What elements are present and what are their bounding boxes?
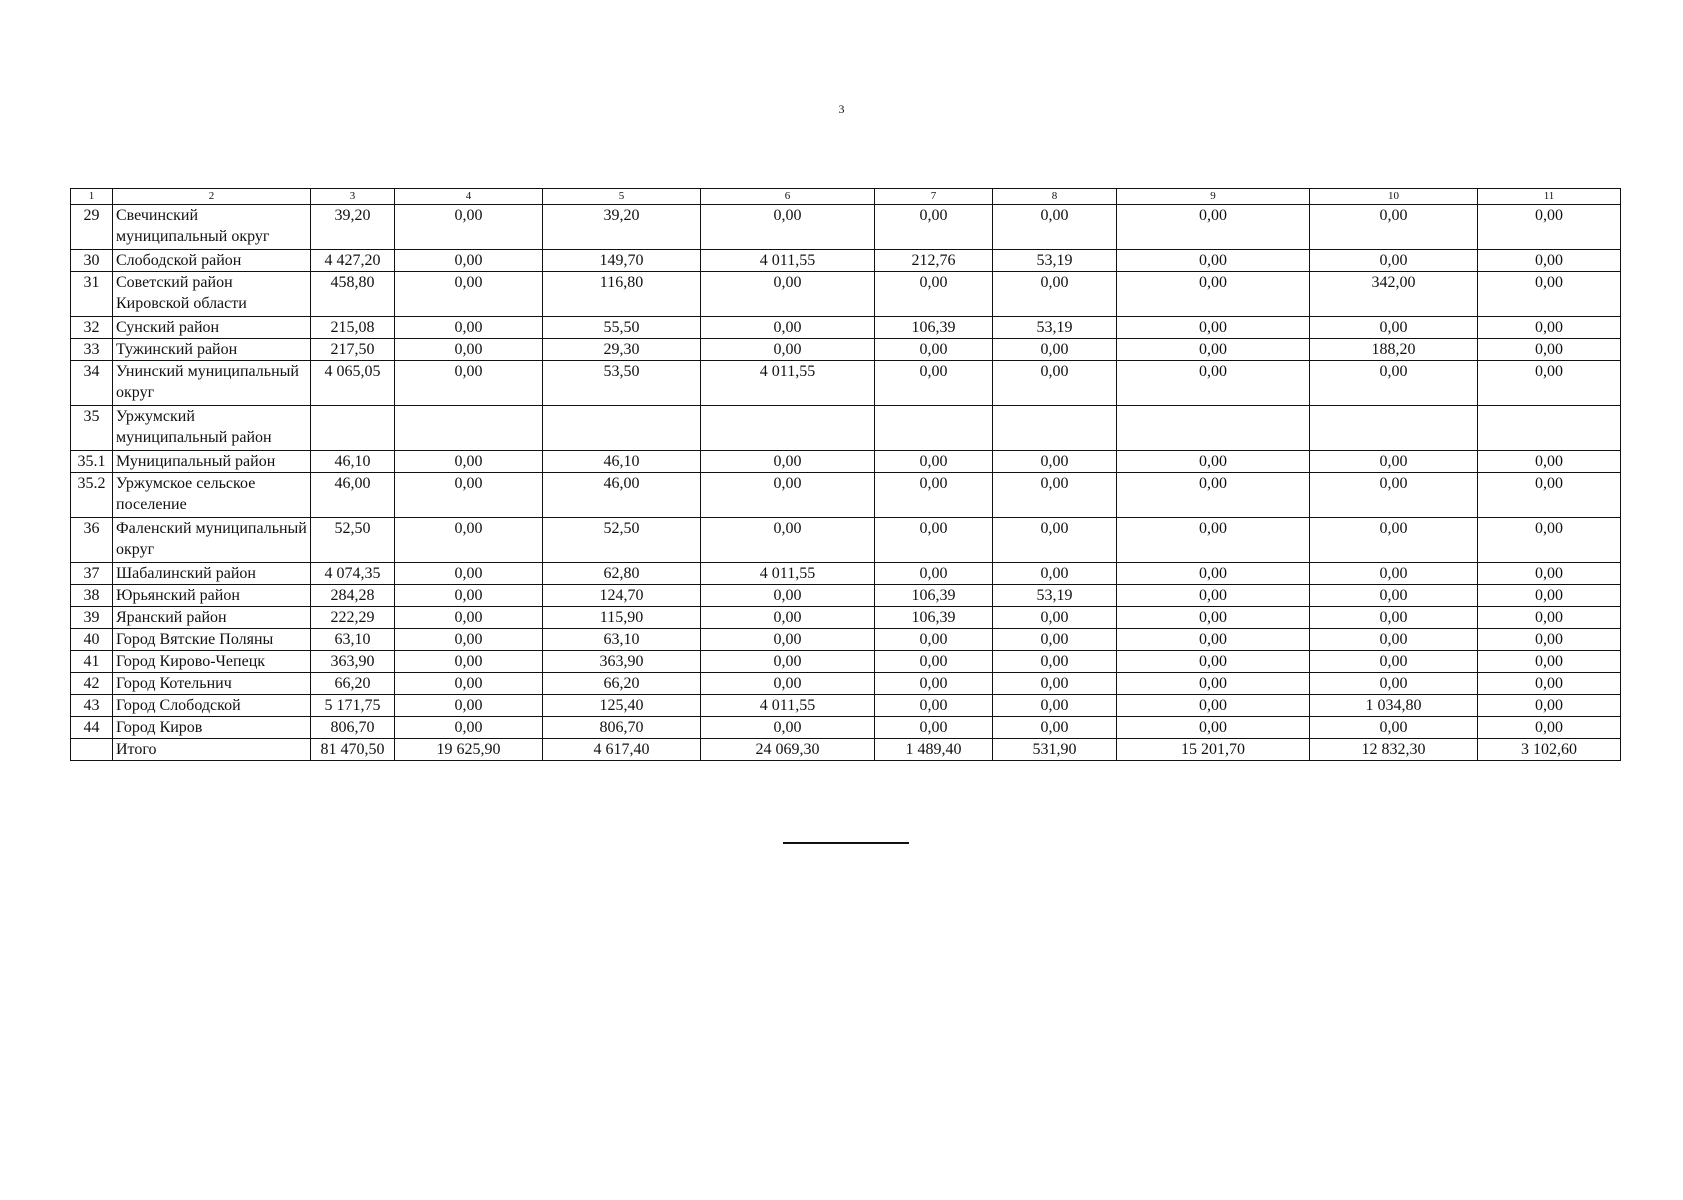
col-4-value: 0,00 <box>395 205 543 250</box>
col-3-value: 46,00 <box>311 473 395 518</box>
col-11-value: 0,00 <box>1478 585 1621 607</box>
table-row <box>71 250 1621 272</box>
col-7-value: 0,00 <box>875 563 993 585</box>
column-number-4: 4 <box>395 189 543 205</box>
col-9-value: 15 201,70 <box>1117 739 1310 761</box>
col-9-value <box>1117 406 1310 451</box>
row-number: 43 <box>71 695 113 717</box>
col-8-value: 0,00 <box>993 673 1117 695</box>
col-11-value <box>1478 406 1621 451</box>
col-5-value: 63,10 <box>543 629 701 651</box>
municipality-name: Фаленский муниципальный округ <box>113 518 311 563</box>
col-11-value: 0,00 <box>1478 695 1621 717</box>
col-9-value: 0,00 <box>1117 629 1310 651</box>
table-row <box>71 739 1621 761</box>
col-4-value: 0,00 <box>395 673 543 695</box>
col-9-value: 0,00 <box>1117 272 1310 317</box>
col-6-value: 0,00 <box>701 585 875 607</box>
col-8-value: 0,00 <box>993 518 1117 563</box>
col-6-value: 0,00 <box>701 473 875 518</box>
col-3-value: 63,10 <box>311 629 395 651</box>
row-number: 29 <box>71 205 113 250</box>
col-11-value: 0,00 <box>1478 518 1621 563</box>
col-5-value: 125,40 <box>543 695 701 717</box>
row-number: 31 <box>71 272 113 317</box>
col-3-value: 4 427,20 <box>311 250 395 272</box>
col-4-value: 0,00 <box>395 339 543 361</box>
col-5-value: 53,50 <box>543 361 701 406</box>
col-7-value: 0,00 <box>875 717 993 739</box>
col-7-value: 0,00 <box>875 339 993 361</box>
col-8-value: 53,19 <box>993 585 1117 607</box>
col-5-value: 62,80 <box>543 563 701 585</box>
col-6-value <box>701 406 875 451</box>
column-number-3: 3 <box>311 189 395 205</box>
municipality-name: Свечинский муниципальный округ <box>113 205 311 250</box>
col-3-value: 52,50 <box>311 518 395 563</box>
col-3-value: 4 065,05 <box>311 361 395 406</box>
col-5-value: 363,90 <box>543 651 701 673</box>
col-7-value: 0,00 <box>875 361 993 406</box>
table-row <box>71 205 1621 250</box>
col-5-value: 52,50 <box>543 518 701 563</box>
row-number <box>71 739 113 761</box>
col-3-value: 81 470,50 <box>311 739 395 761</box>
column-number-7: 7 <box>875 189 993 205</box>
column-number-5: 5 <box>543 189 701 205</box>
col-5-value: 39,20 <box>543 205 701 250</box>
col-11-value: 3 102,60 <box>1478 739 1621 761</box>
col-10-value: 0,00 <box>1310 518 1478 563</box>
municipality-name: Муниципальный район <box>113 451 311 473</box>
col-4-value: 0,00 <box>395 473 543 518</box>
col-10-value: 0,00 <box>1310 317 1478 339</box>
row-number: 30 <box>71 250 113 272</box>
col-10-value: 0,00 <box>1310 451 1478 473</box>
row-number: 40 <box>71 629 113 651</box>
municipality-name: Уржумское сельское поселение <box>113 473 311 518</box>
municipality-name: Город Котельнич <box>113 673 311 695</box>
col-8-value: 0,00 <box>993 717 1117 739</box>
col-6-value: 0,00 <box>701 451 875 473</box>
col-9-value: 0,00 <box>1117 361 1310 406</box>
col-6-value: 0,00 <box>701 272 875 317</box>
row-number: 39 <box>71 607 113 629</box>
col-6-value: 0,00 <box>701 317 875 339</box>
column-number-8: 8 <box>993 189 1117 205</box>
col-7-value: 0,00 <box>875 673 993 695</box>
col-11-value: 0,00 <box>1478 717 1621 739</box>
table-row <box>71 451 1621 473</box>
municipality-name: Тужинский район <box>113 339 311 361</box>
col-10-value: 0,00 <box>1310 651 1478 673</box>
col-7-value: 106,39 <box>875 607 993 629</box>
col-8-value: 0,00 <box>993 695 1117 717</box>
col-9-value: 0,00 <box>1117 563 1310 585</box>
col-4-value <box>395 406 543 451</box>
col-5-value <box>543 406 701 451</box>
col-7-value <box>875 406 993 451</box>
page-number: 3 <box>838 102 845 116</box>
municipality-name: Город Кирово-Чепецк <box>113 651 311 673</box>
col-7-value: 106,39 <box>875 585 993 607</box>
column-number-10: 10 <box>1310 189 1478 205</box>
col-6-value: 0,00 <box>701 518 875 563</box>
col-4-value: 19 625,90 <box>395 739 543 761</box>
col-10-value: 0,00 <box>1310 673 1478 695</box>
col-11-value: 0,00 <box>1478 473 1621 518</box>
col-8-value: 0,00 <box>993 563 1117 585</box>
col-11-value: 0,00 <box>1478 629 1621 651</box>
col-8-value: 0,00 <box>993 607 1117 629</box>
table-row <box>71 717 1621 739</box>
col-3-value: 5 171,75 <box>311 695 395 717</box>
col-10-value: 0,00 <box>1310 250 1478 272</box>
table-row <box>71 695 1621 717</box>
col-11-value: 0,00 <box>1478 651 1621 673</box>
col-5-value: 149,70 <box>543 250 701 272</box>
table-row <box>71 607 1621 629</box>
col-5-value: 116,80 <box>543 272 701 317</box>
col-9-value: 0,00 <box>1117 585 1310 607</box>
column-number-row <box>71 189 1621 205</box>
column-number-9: 9 <box>1117 189 1310 205</box>
col-8-value: 0,00 <box>993 451 1117 473</box>
col-7-value: 0,00 <box>875 473 993 518</box>
col-10-value: 0,00 <box>1310 361 1478 406</box>
col-4-value: 0,00 <box>395 317 543 339</box>
municipality-name: Город Вятские Поляны <box>113 629 311 651</box>
col-5-value: 46,00 <box>543 473 701 518</box>
col-8-value <box>993 406 1117 451</box>
table-row <box>71 317 1621 339</box>
table-row <box>71 406 1621 451</box>
col-7-value: 0,00 <box>875 629 993 651</box>
col-4-value: 0,00 <box>395 272 543 317</box>
municipality-name: Шабалинский район <box>113 563 311 585</box>
col-5-value: 806,70 <box>543 717 701 739</box>
row-number: 35.2 <box>71 473 113 518</box>
col-9-value: 0,00 <box>1117 651 1310 673</box>
col-6-value: 24 069,30 <box>701 739 875 761</box>
col-10-value: 0,00 <box>1310 473 1478 518</box>
col-10-value: 342,00 <box>1310 272 1478 317</box>
table-row <box>71 585 1621 607</box>
bottom-divider <box>783 842 909 844</box>
column-number-1: 1 <box>71 189 113 205</box>
municipality-name: Город Слободской <box>113 695 311 717</box>
row-number: 33 <box>71 339 113 361</box>
col-3-value: 46,10 <box>311 451 395 473</box>
col-5-value: 115,90 <box>543 607 701 629</box>
col-3-value: 215,08 <box>311 317 395 339</box>
col-10-value: 0,00 <box>1310 205 1478 250</box>
col-8-value: 53,19 <box>993 317 1117 339</box>
municipality-name: Уржумский муниципальный район <box>113 406 311 451</box>
col-4-value: 0,00 <box>395 629 543 651</box>
table-row <box>71 673 1621 695</box>
col-4-value: 0,00 <box>395 361 543 406</box>
column-number-11: 11 <box>1478 189 1621 205</box>
col-7-value: 0,00 <box>875 205 993 250</box>
col-7-value: 1 489,40 <box>875 739 993 761</box>
col-8-value: 0,00 <box>993 339 1117 361</box>
col-7-value: 0,00 <box>875 272 993 317</box>
table-row <box>71 473 1621 518</box>
row-number: 42 <box>71 673 113 695</box>
col-6-value: 4 011,55 <box>701 250 875 272</box>
col-11-value: 0,00 <box>1478 339 1621 361</box>
col-3-value: 222,29 <box>311 607 395 629</box>
col-8-value: 531,90 <box>993 739 1117 761</box>
municipality-name: Сунский район <box>113 317 311 339</box>
col-6-value: 0,00 <box>701 651 875 673</box>
municipality-name: Город Киров <box>113 717 311 739</box>
col-10-value <box>1310 406 1478 451</box>
col-3-value: 284,28 <box>311 585 395 607</box>
col-9-value: 0,00 <box>1117 451 1310 473</box>
col-9-value: 0,00 <box>1117 317 1310 339</box>
col-7-value: 0,00 <box>875 651 993 673</box>
row-number: 35.1 <box>71 451 113 473</box>
column-number-6: 6 <box>701 189 875 205</box>
col-11-value: 0,00 <box>1478 673 1621 695</box>
col-6-value: 4 011,55 <box>701 695 875 717</box>
table-body <box>71 205 1621 761</box>
col-11-value: 0,00 <box>1478 272 1621 317</box>
col-8-value: 0,00 <box>993 629 1117 651</box>
col-9-value: 0,00 <box>1117 205 1310 250</box>
col-8-value: 0,00 <box>993 272 1117 317</box>
col-9-value: 0,00 <box>1117 473 1310 518</box>
col-4-value: 0,00 <box>395 717 543 739</box>
col-9-value: 0,00 <box>1117 250 1310 272</box>
col-9-value: 0,00 <box>1117 673 1310 695</box>
col-8-value: 53,19 <box>993 250 1117 272</box>
col-10-value: 1 034,80 <box>1310 695 1478 717</box>
col-4-value: 0,00 <box>395 451 543 473</box>
col-3-value: 39,20 <box>311 205 395 250</box>
row-number: 35 <box>71 406 113 451</box>
col-5-value: 66,20 <box>543 673 701 695</box>
row-number: 44 <box>71 717 113 739</box>
col-6-value: 0,00 <box>701 205 875 250</box>
col-11-value: 0,00 <box>1478 317 1621 339</box>
col-9-value: 0,00 <box>1117 695 1310 717</box>
col-11-value: 0,00 <box>1478 563 1621 585</box>
col-6-value: 0,00 <box>701 339 875 361</box>
col-11-value: 0,00 <box>1478 250 1621 272</box>
col-6-value: 0,00 <box>701 607 875 629</box>
col-3-value: 66,20 <box>311 673 395 695</box>
col-7-value: 0,00 <box>875 695 993 717</box>
col-5-value: 55,50 <box>543 317 701 339</box>
col-6-value: 0,00 <box>701 673 875 695</box>
col-3-value: 363,90 <box>311 651 395 673</box>
table-row <box>71 563 1621 585</box>
row-number: 37 <box>71 563 113 585</box>
col-4-value: 0,00 <box>395 651 543 673</box>
municipality-name: Унинский муниципальный округ <box>113 361 311 406</box>
col-7-value: 212,76 <box>875 250 993 272</box>
table-row <box>71 651 1621 673</box>
municipality-name: Юрьянский район <box>113 585 311 607</box>
table-row <box>71 339 1621 361</box>
row-number: 36 <box>71 518 113 563</box>
col-10-value: 0,00 <box>1310 629 1478 651</box>
col-5-value: 124,70 <box>543 585 701 607</box>
col-6-value: 4 011,55 <box>701 361 875 406</box>
table-row <box>71 361 1621 406</box>
col-5-value: 4 617,40 <box>543 739 701 761</box>
municipality-name: Яранский район <box>113 607 311 629</box>
col-4-value: 0,00 <box>395 563 543 585</box>
col-4-value: 0,00 <box>395 518 543 563</box>
col-10-value: 188,20 <box>1310 339 1478 361</box>
col-6-value: 0,00 <box>701 717 875 739</box>
table-row <box>71 629 1621 651</box>
col-4-value: 0,00 <box>395 250 543 272</box>
col-9-value: 0,00 <box>1117 339 1310 361</box>
col-10-value: 0,00 <box>1310 585 1478 607</box>
col-10-value: 0,00 <box>1310 607 1478 629</box>
budget-table-container <box>70 188 1620 761</box>
municipality-name: Итого <box>113 739 311 761</box>
col-10-value: 0,00 <box>1310 563 1478 585</box>
col-8-value: 0,00 <box>993 205 1117 250</box>
row-number: 34 <box>71 361 113 406</box>
col-11-value: 0,00 <box>1478 607 1621 629</box>
row-number: 41 <box>71 651 113 673</box>
col-6-value: 4 011,55 <box>701 563 875 585</box>
col-4-value: 0,00 <box>395 585 543 607</box>
col-8-value: 0,00 <box>993 361 1117 406</box>
col-4-value: 0,00 <box>395 607 543 629</box>
column-number-2: 2 <box>113 189 311 205</box>
table-row <box>71 272 1621 317</box>
col-3-value: 4 074,35 <box>311 563 395 585</box>
row-number: 38 <box>71 585 113 607</box>
col-11-value: 0,00 <box>1478 205 1621 250</box>
col-5-value: 29,30 <box>543 339 701 361</box>
col-9-value: 0,00 <box>1117 717 1310 739</box>
col-7-value: 0,00 <box>875 451 993 473</box>
municipality-name: Слободской район <box>113 250 311 272</box>
col-3-value: 217,50 <box>311 339 395 361</box>
col-3-value: 458,80 <box>311 272 395 317</box>
municipality-name: Советский район Кировской области <box>113 272 311 317</box>
col-11-value: 0,00 <box>1478 361 1621 406</box>
col-8-value: 0,00 <box>993 473 1117 518</box>
table-row <box>71 518 1621 563</box>
col-3-value: 806,70 <box>311 717 395 739</box>
col-4-value: 0,00 <box>395 695 543 717</box>
col-8-value: 0,00 <box>993 651 1117 673</box>
col-7-value: 106,39 <box>875 317 993 339</box>
col-7-value: 0,00 <box>875 518 993 563</box>
col-9-value: 0,00 <box>1117 518 1310 563</box>
row-number: 32 <box>71 317 113 339</box>
col-11-value: 0,00 <box>1478 451 1621 473</box>
col-10-value: 0,00 <box>1310 717 1478 739</box>
col-5-value: 46,10 <box>543 451 701 473</box>
col-10-value: 12 832,30 <box>1310 739 1478 761</box>
col-3-value <box>311 406 395 451</box>
col-6-value: 0,00 <box>701 629 875 651</box>
budget-table <box>70 188 1621 761</box>
col-9-value: 0,00 <box>1117 607 1310 629</box>
